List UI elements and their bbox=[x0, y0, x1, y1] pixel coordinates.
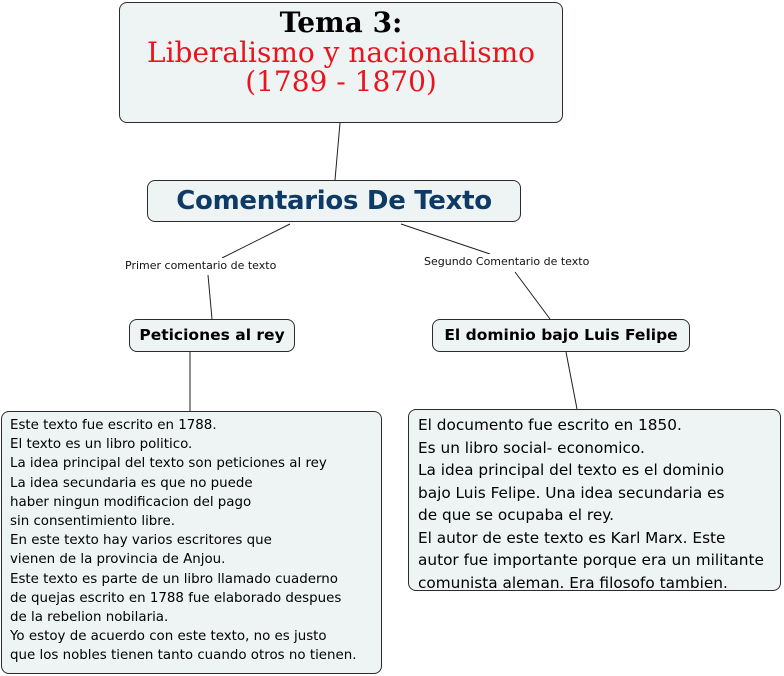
left-text-line: En este texto hay varios escritores que bbox=[10, 533, 272, 549]
left-text-line: Yo estoy de acuerdo con este texto, no es justo bbox=[10, 629, 327, 645]
connector-main-left-b bbox=[208, 275, 212, 319]
connector-main-right-b bbox=[515, 272, 550, 319]
connector-main-right-a bbox=[401, 224, 490, 254]
title-subtitle-line: (1789 - 1870) bbox=[245, 65, 437, 98]
left-text-line: que los nobles tienen tanto cuando otros no tienen. bbox=[10, 648, 357, 664]
right-text-line: bajo Luis Felipe. Una idea secundaria es bbox=[418, 483, 725, 502]
right-text-line: La idea principal del texto es el dominio bbox=[418, 461, 725, 479]
left-text-line: Este texto es parte de un libro llamado cuaderno bbox=[10, 571, 338, 587]
left-text-line: vienen de la provincia de Anjou. bbox=[10, 552, 226, 568]
right-text-line: de que se ocupaba el rey. bbox=[418, 506, 615, 524]
title-subtitle-line: Liberalismo y nacionalismo bbox=[146, 36, 536, 69]
left-topic-node[interactable] bbox=[129, 319, 295, 352]
left-text-line: El texto es un libro politico. bbox=[10, 437, 193, 453]
right-text-line: autor fue importante porque era un militante bbox=[418, 551, 764, 569]
connector-right-text bbox=[566, 352, 577, 409]
right-text-line: El documento fue escrito en 1850. bbox=[418, 416, 682, 434]
left-text-line: haber ningun modificacion del pago bbox=[10, 494, 252, 510]
connector-title-main bbox=[335, 123, 340, 180]
right-topic-label: El dominio bajo Luis Felipe bbox=[444, 326, 678, 344]
right-topic-node[interactable] bbox=[432, 319, 690, 352]
right-text-line: comunista aleman. Era filosofo tambien. bbox=[418, 573, 728, 592]
left-text-line: La idea secundaria es que no puede bbox=[10, 475, 253, 491]
main-node[interactable] bbox=[147, 180, 521, 222]
link-label-left: Primer comentario de texto bbox=[122, 258, 279, 273]
left-text-line: La idea principal del texto son peticiones al rey bbox=[10, 456, 327, 472]
left-text-node[interactable] bbox=[1, 411, 382, 674]
title-label: Tema 3: bbox=[279, 6, 403, 39]
left-text-line: de quejas escrito en 1788 fue elaborado despues bbox=[10, 590, 342, 606]
link-label-right: Segundo Comentario de texto bbox=[421, 254, 592, 269]
right-text-line: El autor de este texto es Karl Marx. Este bbox=[418, 528, 726, 547]
right-text-node[interactable] bbox=[408, 409, 781, 591]
connector-main-left-a bbox=[222, 224, 290, 258]
left-text-line: Este texto fue escrito en 1788. bbox=[10, 418, 217, 433]
title-node[interactable] bbox=[119, 2, 563, 123]
left-text-line: sin consentimiento libre. bbox=[10, 514, 175, 530]
left-topic-label: Peticiones al rey bbox=[139, 326, 285, 344]
main-node-label: Comentarios De Texto bbox=[176, 186, 492, 216]
right-text-line: Es un libro social- economico. bbox=[418, 438, 645, 457]
left-text-line: de la rebelion nobilaria. bbox=[10, 610, 169, 626]
